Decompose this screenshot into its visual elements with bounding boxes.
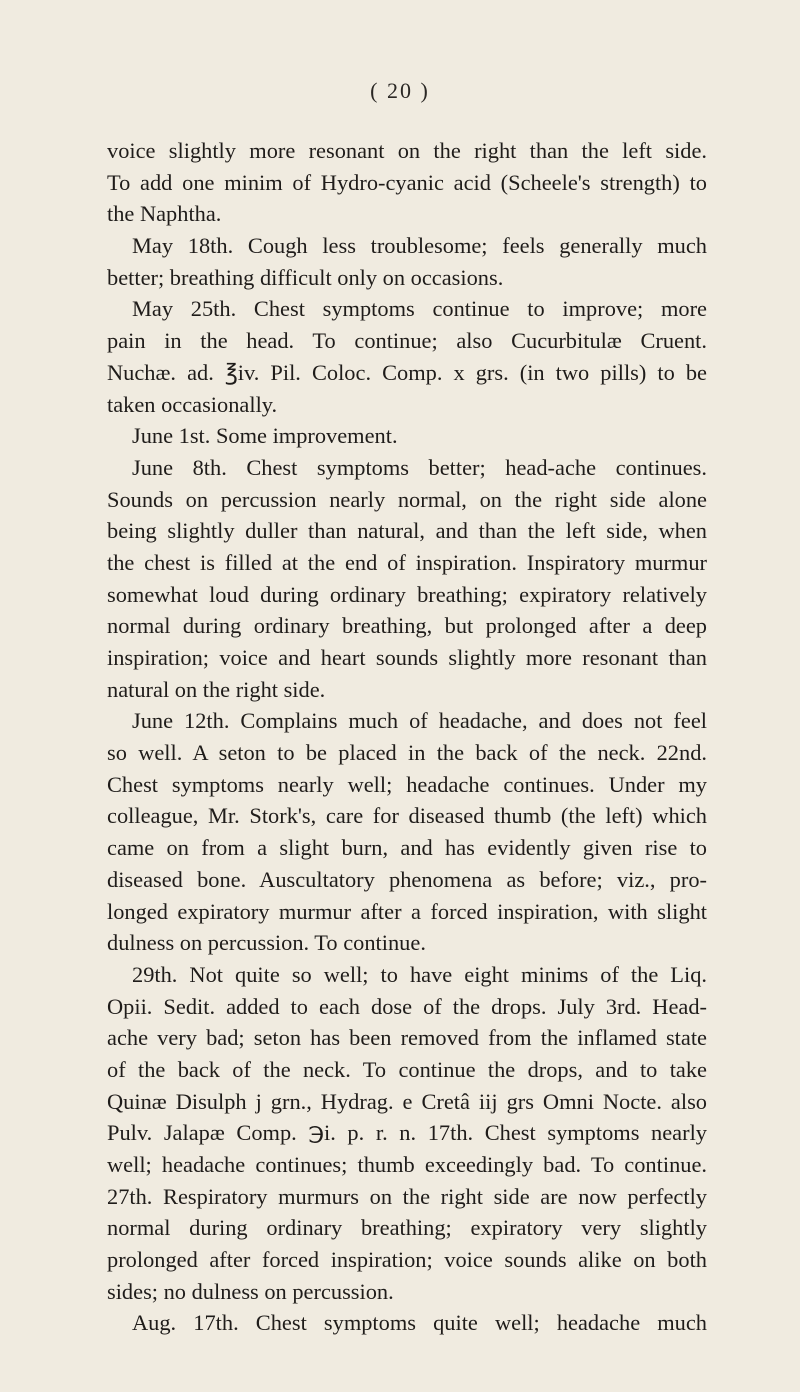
text-line: Chest symptoms nearly well; headache continues. Under my <box>107 771 707 797</box>
text-line: of the back of the neck. To continue the drops, and to take <box>107 1056 707 1082</box>
text-line: natural on the right side. <box>107 676 326 702</box>
text-line: June 12th. Complains much of headache, and does not feel <box>132 708 707 734</box>
page-number: ( 20 ) <box>370 78 430 103</box>
text-line: better; breathing difficult only on occasions. <box>107 264 504 290</box>
text-line: To add one minim of Hydro-cyanic acid (Scheele's strength) to <box>107 169 707 195</box>
text-line: dulness on percussion. To continue. <box>107 930 426 956</box>
text-line: June 1st. Some improvement. <box>132 423 398 449</box>
text-line: prolonged after forced inspiration; voice sounds alike on both <box>107 1247 707 1273</box>
text-line: Pulv. Jalapæ Comp. ℈i. p. r. n. 17th. Chest symptoms nearly <box>107 1120 707 1146</box>
text-line: normal during ordinary breathing; expiratory very slightly <box>107 1215 707 1241</box>
text-line: voice slightly more resonant on the right than the left side. <box>107 138 707 163</box>
text-line: Sounds on percussion nearly normal, on the right side alone <box>107 486 707 512</box>
text-line: so well. A seton to be placed in the back of the neck. 22nd. <box>107 740 707 766</box>
text-line: June 8th. Chest symptoms better; head-ache continues. <box>132 454 707 480</box>
text-line: Quinæ Disulph j grn., Hydrag. e Cretâ iij grs Omni Nocte. also <box>107 1088 707 1114</box>
text-line: Opii. Sedit. added to each dose of the drops. July 3rd. Head- <box>107 993 707 1019</box>
text-line: Aug. 17th. Chest symptoms quite well; headache much <box>132 1310 707 1336</box>
text-line: diseased bone. Auscultatory phenomena as before; viz., pro- <box>107 866 707 892</box>
text-line: normal during ordinary breathing, but prolonged after a deep <box>107 613 707 639</box>
text-line: being slightly duller than natural, and than the left side, when <box>107 518 707 544</box>
text-line: the Naphtha. <box>107 201 222 227</box>
text-line: pain in the head. To continue; also Cucurbitulæ Cruent. <box>107 328 707 354</box>
text-line: May 18th. Cough less troublesome; feels generally much <box>132 233 707 259</box>
text-line: inspiration; voice and heart sounds slightly more resonant than <box>107 645 707 670</box>
text-line: ache very bad; seton has been removed from the inflamed state <box>107 1025 707 1051</box>
text-line: the chest is filled at the end of inspiration. Inspiratory murmur <box>107 549 707 575</box>
text-line: came on from a slight burn, and has evidently given rise to <box>107 835 707 861</box>
text-line: colleague, Mr. Stork's, care for diseased thumb (the left) which <box>107 803 707 829</box>
text-line: somewhat loud during ordinary breathing; expiratory relatively <box>107 581 707 607</box>
body-text <box>107 135 707 1339</box>
text-line: Nuchæ. ad. ℥iv. Pil. Coloc. Comp. x grs. (in two pills) to be <box>107 359 707 385</box>
text-line: 27th. Respiratory murmurs on the right side are now perfectly <box>107 1183 707 1209</box>
text-line: 29th. Not quite so well; to have eight minims of the Liq. <box>132 961 707 987</box>
text-line: taken occasionally. <box>107 391 278 417</box>
text-line: longed expiratory murmur after a forced inspiration, with slight <box>107 898 707 924</box>
text-line: sides; no dulness on percussion. <box>107 1278 394 1304</box>
text-line: May 25th. Chest symptoms continue to improve; more <box>132 296 707 322</box>
text-line: well; headache continues; thumb exceedingly bad. To continue. <box>107 1152 707 1177</box>
